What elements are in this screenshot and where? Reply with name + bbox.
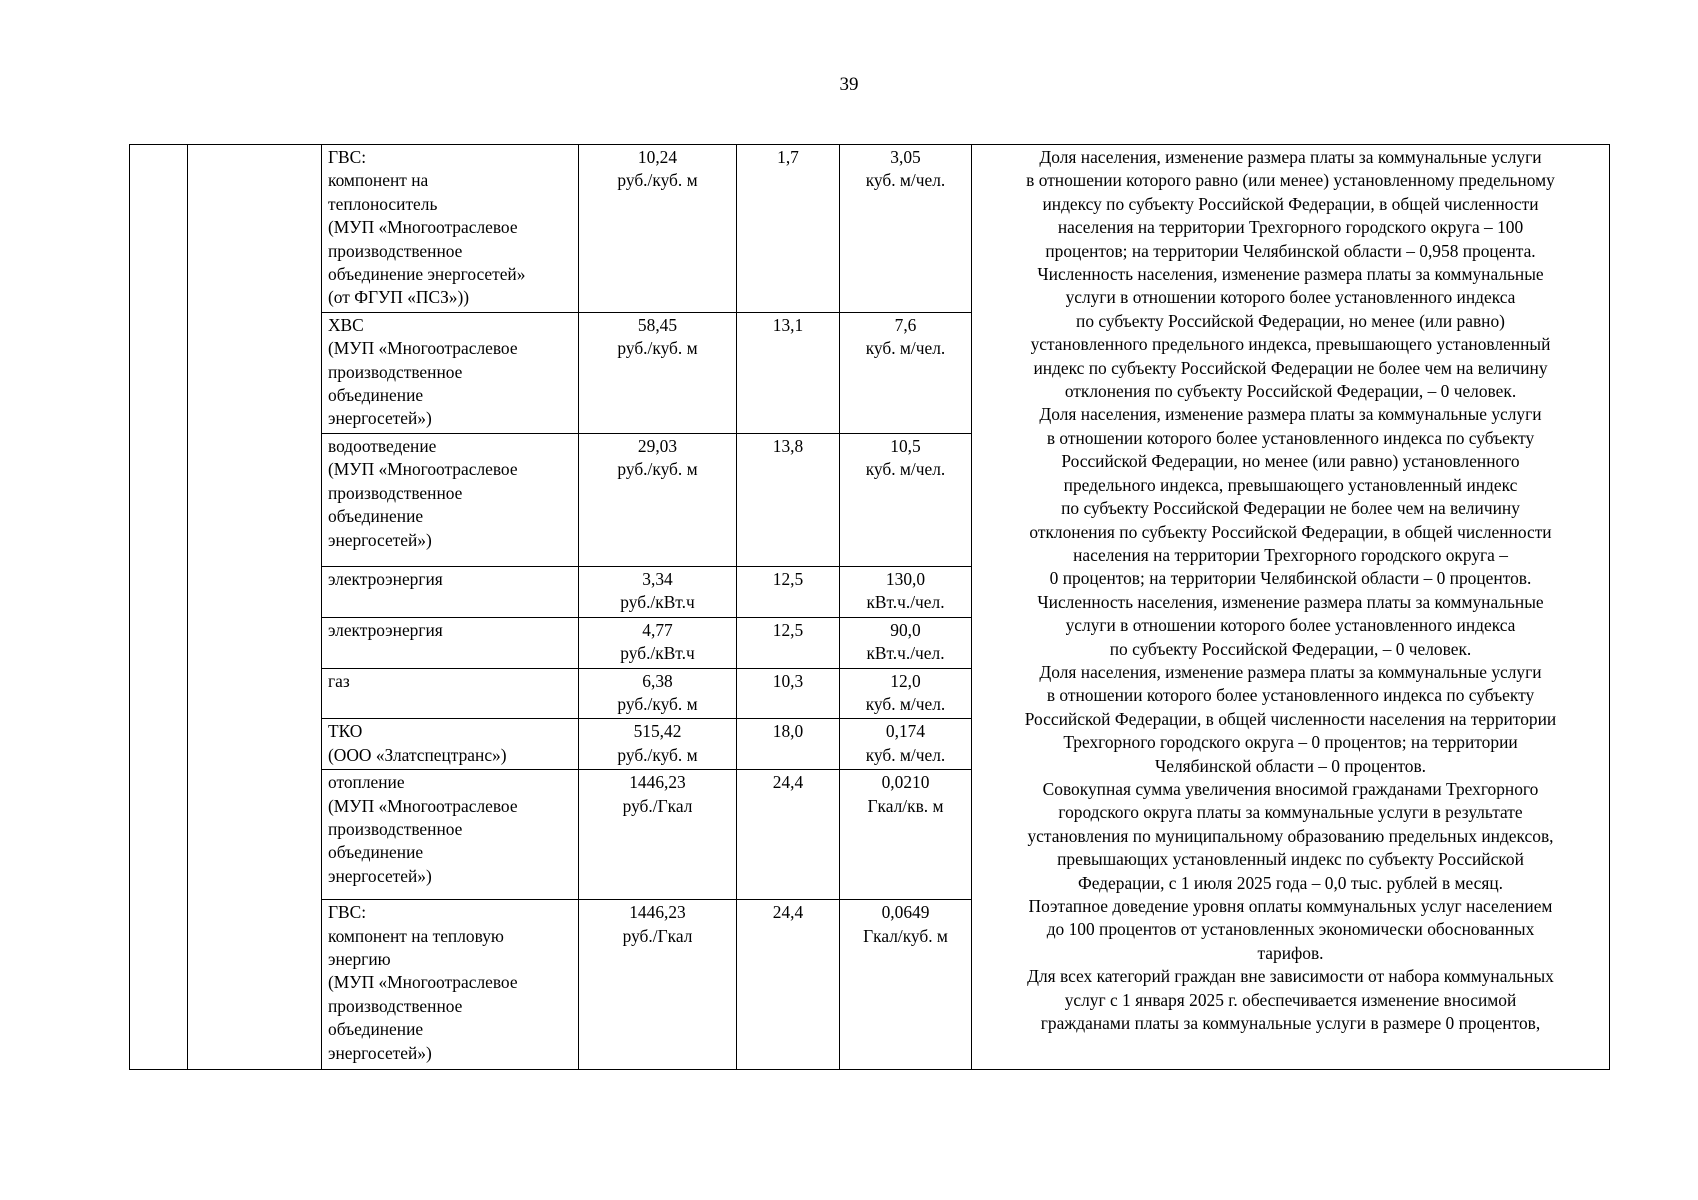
consumption-volume: 0,0649 Гкал/куб. м xyxy=(840,900,972,1070)
description-line: тарифов. xyxy=(1257,942,1324,963)
service-name: отопление (МУП «Многоотраслевое производственное объединение энергосетей») xyxy=(322,770,579,900)
consumption-volume: 7,6 куб. м/чел. xyxy=(840,312,972,433)
service-name: газ xyxy=(322,668,579,719)
description-line: Федерации, с 1 июля 2025 года – 0,0 тыс. рублей в месяц. xyxy=(1077,872,1504,893)
service-name: ГВС: компонент на теплоноситель (МУП «Многоотраслевое производственное объединение энергосетей» (от ФГУП «ПСЗ»)) xyxy=(322,145,579,313)
increase-percent: 24,4 xyxy=(737,770,840,900)
description-line: процентов; на территории Челябинской области – 0,958 процента. xyxy=(1045,240,1536,261)
description-line: по субъекту Российской Федерации не более чем на величину xyxy=(1061,498,1520,519)
description-line: гражданами платы за коммунальные услуги в размере 0 процентов, xyxy=(1040,1013,1541,1034)
description-line: услуги в отношении которого более установленного индекса xyxy=(1065,287,1516,308)
description-line: Численность населения, изменение размера платы за коммунальные xyxy=(1037,591,1544,612)
empty-cell-municipality xyxy=(188,145,322,1070)
description-line: Численность населения, изменение размера платы за коммунальные xyxy=(1037,264,1544,285)
description-line: Российской Федерации, но менее (или равно) установленного xyxy=(1061,451,1520,472)
description-line: населения на территории Трехгорного городского округа – 100 xyxy=(1057,217,1524,238)
description-line: Совокупная сумма увеличения вносимой гражданами Трехгорного xyxy=(1042,778,1539,799)
tariff-value: 1446,23 руб./Гкал xyxy=(579,900,737,1070)
empty-cell-number xyxy=(130,145,188,1070)
description-line: Доля населения, изменение размера платы за коммунальные услуги xyxy=(1039,147,1542,167)
description-line: отклонения по субъекту Российской Федерации, – 0 человек. xyxy=(1064,381,1517,402)
consumption-volume: 12,0 куб. м/чел. xyxy=(840,668,972,719)
service-name: ТКО (ООО «Златспецтранс») xyxy=(322,719,579,770)
description-cell xyxy=(972,145,1610,1070)
description-line: до 100 процентов от установленных экономически обоснованных xyxy=(1046,919,1535,940)
tariff-value: 4,77 руб./кВт.ч xyxy=(579,617,737,668)
description-line: Российской Федерации, в общей численности населения на территории xyxy=(1024,708,1557,729)
description-line: Для всех категорий граждан вне зависимости от набора коммунальных xyxy=(1027,966,1554,987)
description-line: установления по муниципальному образованию предельных индексов, xyxy=(1027,825,1554,846)
tariff-value: 515,42 руб./куб. м xyxy=(579,719,737,770)
increase-percent: 13,1 xyxy=(737,312,840,433)
service-name: электроэнергия xyxy=(322,566,579,617)
description-line: Челябинской области – 0 процентов. xyxy=(1154,755,1426,776)
consumption-volume: 0,174 куб. м/чел. xyxy=(840,719,972,770)
service-name: электроэнергия xyxy=(322,617,579,668)
description-line: предельного индекса, превышающего установленный индекс xyxy=(1063,474,1518,495)
description-line: установленного предельного индекса, превышающего установленный xyxy=(1030,334,1551,355)
description-line: населения на территории Трехгорного городского округа – xyxy=(1073,544,1508,565)
description-line: Доля населения, изменение размера платы за коммунальные услуги xyxy=(1039,404,1542,425)
description-line: в отношении которого более установленного индекса по субъекту xyxy=(1046,685,1535,706)
increase-percent: 18,0 xyxy=(737,719,840,770)
tariff-value: 10,24 руб./куб. м xyxy=(579,145,737,313)
increase-percent: 12,5 xyxy=(737,617,840,668)
tariff-value: 3,34 руб./кВт.ч xyxy=(579,566,737,617)
description-line: индексу по субъекту Российской Федерации, в общей численности xyxy=(1042,193,1539,214)
description-line: 0 процентов; на территории Челябинской области – 0 процентов. xyxy=(1049,568,1532,589)
description-line: услуги в отношении которого более установленного индекса xyxy=(1065,615,1516,636)
description-line: Поэтапное доведение уровня оплаты коммунальных услуг населением xyxy=(1028,896,1553,916)
tariff-value: 1446,23 руб./Гкал xyxy=(579,770,737,900)
tariff-value: 6,38 руб./куб. м xyxy=(579,668,737,719)
description-line: Трехгорного городского округа – 0 процентов; на территории xyxy=(1063,732,1518,753)
consumption-volume: 10,5 куб. м/чел. xyxy=(840,433,972,566)
consumption-volume: 0,0210 Гкал/кв. м xyxy=(840,770,972,900)
description-line: услуг с 1 января 2025 г. обеспечивается изменение вносимой xyxy=(1064,989,1517,1010)
increase-percent: 24,4 xyxy=(737,900,840,1070)
consumption-volume: 90,0 кВт.ч./чел. xyxy=(840,617,972,668)
description-line: Доля населения, изменение размера платы за коммунальные услуги xyxy=(1039,661,1542,682)
consumption-volume: 3,05 куб. м/чел. xyxy=(840,145,972,313)
description-line: в отношении которого равно (или менее) установленному предельному xyxy=(1026,170,1555,191)
description-line: в отношении которого более установленного индекса по субъекту xyxy=(1046,427,1535,448)
service-name: ХВС (МУП «Многоотраслевое производственное объединение энергосетей») xyxy=(322,312,579,433)
table-row xyxy=(130,145,1610,313)
description-line: по субъекту Российской Федерации, – 0 человек. xyxy=(1109,638,1472,659)
description-line: по субъекту Российской Федерации, но менее (или равно) xyxy=(1076,310,1505,331)
description-line: отклонения по субъекту Российской Федерации, в общей численности xyxy=(1029,521,1552,542)
tariff-table xyxy=(129,144,1610,1070)
tariff-value: 29,03 руб./куб. м xyxy=(579,433,737,566)
consumption-volume: 130,0 кВт.ч./чел. xyxy=(840,566,972,617)
description-line: городского округа платы за коммунальные услуги в результате xyxy=(1058,802,1523,823)
description-line: превышающих установленный индекс по субъекту Российской xyxy=(1057,849,1524,870)
increase-percent: 1,7 xyxy=(737,145,840,313)
description-line: индекс по субъекту Российской Федерации не более чем на величину xyxy=(1033,357,1548,378)
page-number: 39 xyxy=(839,74,859,95)
tariff-value: 58,45 руб./куб. м xyxy=(579,312,737,433)
increase-percent: 10,3 xyxy=(737,668,840,719)
service-name: ГВС: компонент на тепловую энергию (МУП «Многоотраслевое производственное объединение энергосетей») xyxy=(322,900,579,1070)
increase-percent: 12,5 xyxy=(737,566,840,617)
service-name: водоотведение (МУП «Многоотраслевое производственное объединение энергосетей») xyxy=(322,433,579,566)
increase-percent: 13,8 xyxy=(737,433,840,566)
